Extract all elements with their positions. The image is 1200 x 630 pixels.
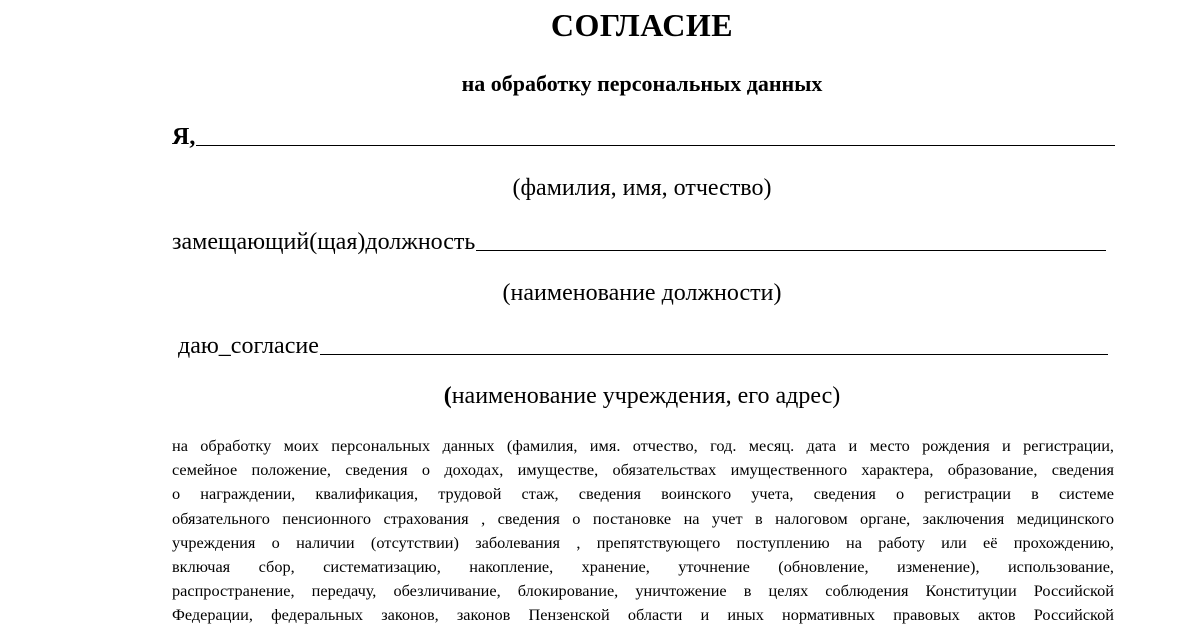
body-line: о награждении, квалификация, трудовой стаж, сведения воинского учета, сведения о регистрации в системе — [172, 484, 1114, 504]
body-line: Федерации, федеральных законов, законов Пензенской области и иных нормативных правовых актов Российской — [172, 605, 1114, 625]
post-label: замещающий(щая)должность — [172, 229, 476, 255]
body-line: распространение, передачу, обезличивание, блокирование, уничтожение в целях соблюдения Конституции Российской — [172, 581, 1114, 601]
fio-label: Я, — [172, 124, 196, 150]
consent-body-text — [172, 434, 1114, 628]
consent-label: даю_согласие — [178, 333, 319, 359]
fio-fill-line — [196, 144, 1115, 146]
post-hint: (наименование должности) — [502, 280, 782, 306]
post-fill-line — [476, 249, 1106, 251]
org-hint-text: наименование учреждения, его адрес) — [451, 383, 841, 409]
org-hint — [0, 380, 1200, 412]
fio-hint: (фамилия, имя, отчество) — [512, 175, 772, 201]
consent-fill-line — [320, 353, 1108, 355]
document-subtitle: на обработку персональных данных — [461, 71, 823, 96]
consent-row — [178, 330, 1108, 362]
document-title: СОГЛАСИЕ — [550, 7, 734, 43]
fio-row — [172, 121, 1115, 153]
body-line: обязательного пенсионного страхования , сведения о постановке на учет в налоговом органе, заключения медицинского — [172, 508, 1114, 528]
org-hint-paren: ( — [443, 383, 452, 409]
post-row — [172, 226, 1106, 258]
body-line: включая сбор, систематизацию, накопление, хранение, уточнение (обновление, изменение), использование, — [172, 557, 1114, 577]
body-line: учреждения о наличии (отсутствии) заболевания , препятствующего поступлению на работу или её прохождению, — [172, 532, 1114, 552]
body-line: на обработку моих персональных данных (фамилия, имя. отчество, год. месяц. дата и место рождения и регистрации, — [172, 436, 1114, 455]
body-line: семейное положение, сведения о доходах, имуществе, обязательствах имущественного характера, образование, сведения — [172, 460, 1114, 480]
